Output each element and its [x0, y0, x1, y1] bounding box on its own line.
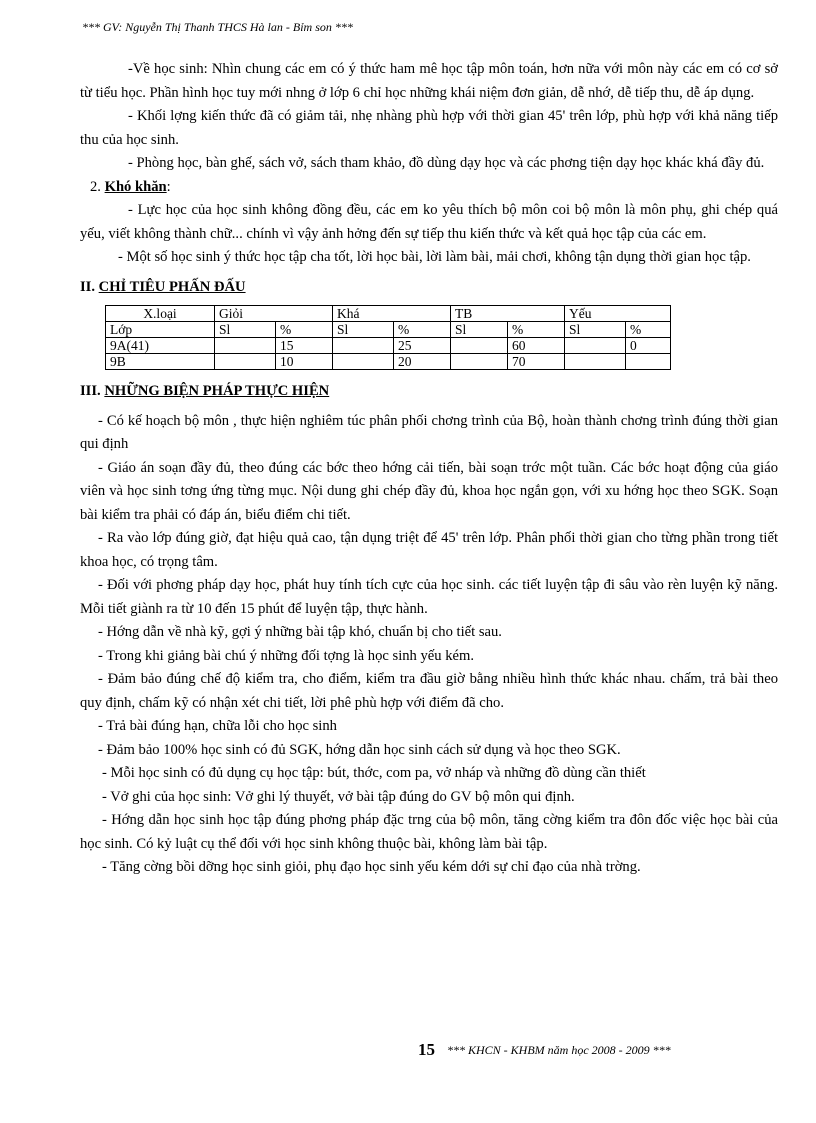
table-cell	[565, 338, 626, 354]
measure-item: - Trả bài đúng hạn, chữa lỗi cho học sinh	[98, 718, 337, 734]
page-number: 15	[418, 1040, 435, 1059]
section-3-heading	[80, 380, 778, 404]
intro-paragraph-1: -Về học sinh: Nhìn chung các em có ý thức ham mê học tập môn toán, hơn nữa với môn này các em có cơ sở từ tiểu học. Phần hình học tuy mới nhng ở lớp 6 chỉ học những khái niệm đơn giản, dễ nhớ, dễ tiếp thu, dễ áp dụng.	[80, 61, 778, 101]
table-cell: 60	[508, 338, 565, 354]
measure-item: - Trong khi giảng bài chú ý những đối tợng là học sinh yếu kém.	[98, 647, 474, 664]
measure-item: - Đảm bảo đúng chế độ kiểm tra, cho điểm, kiểm tra đầu giờ bằng nhiều hình thức khác nhau. chấm, trả bài theo quy định, chấm kỹ có nhận xét chi tiết, lời phê phù hợp với điểm đã cho.	[80, 671, 778, 711]
table-subheader-cell: %	[626, 322, 671, 338]
table-subheader-cell: Sl	[565, 322, 626, 338]
intro-paragraph-2: - Khối lợng kiến thức đã có giảm tải, nhẹ nhàng phù hợp với thời gian 45' trên lớp, phù hợp với khả năng tiếp thu của học sinh.	[80, 108, 778, 148]
page-header: *** GV: Nguyễn Thị Thanh THCS Hà lan - Bỉm son ***	[82, 20, 353, 34]
page-footer	[418, 1040, 671, 1060]
measure-item: - Mỗi học sinh có đủ dụng cụ học tập: bút, thớc, com pa, vở nháp và những đồ dùng cần thiết	[102, 765, 646, 781]
section-2-heading	[80, 276, 778, 300]
table-cell: 10	[276, 354, 333, 370]
measure-item: - Hớng dẫn về nhà kỹ, gợi ý những bài tập khó, chuẩn bị cho tiết sau.	[98, 624, 502, 640]
section-2-number: II.	[80, 278, 99, 295]
table-subheader-cell: Sl	[333, 322, 394, 338]
measure-item: - Ra vào lớp đúng giờ, đạt hiệu quả cao, tận dụng triệt để 45' trên lớp. Phân phối thời gian cho từng phần trong tiết khoa học, có trọng tâm.	[80, 530, 778, 570]
table-group-gioi: Giỏi	[215, 306, 333, 322]
section-2-title: CHỈ TIÊU PHẤN ĐẤU	[98, 278, 246, 295]
page-content	[80, 58, 778, 880]
table-cell: 0	[626, 338, 671, 354]
measure-item: - Có kế hoạch bộ môn , thực hiện nghiêm túc phân phối chơng trình của Bộ, hoàn thành chơng trình đúng thời gian qui định	[80, 412, 778, 452]
table-cell: 15	[276, 338, 333, 354]
difficulty-number: 2.	[90, 178, 105, 195]
table-subheader-cell: %	[508, 322, 565, 338]
table-cell	[626, 354, 671, 370]
table-cell	[333, 354, 394, 370]
table-header-row	[106, 306, 671, 322]
table-cell	[215, 338, 276, 354]
table-group-kha: Khá	[333, 306, 451, 322]
difficulty-paragraph-1: - Lực học của học sinh không đồng đều, các em ko yêu thích bộ môn coi bộ môn là môn phụ, ghi chép quá yếu, viết không thành chữ... chính vì vậy ảnh hởng đến sự tiếp thu kiến thức và kết quả học tập của các em.	[80, 202, 778, 242]
table-subheader-cell: Sl	[215, 322, 276, 338]
table-cell: 70	[508, 354, 565, 370]
difficulty-label: Khó khăn	[104, 178, 167, 195]
table-row-label: 9B	[106, 354, 215, 370]
table-cell	[565, 354, 626, 370]
targets-table	[105, 305, 671, 370]
measure-item: - Giáo án soạn đầy đủ, theo đúng các bớc theo hớng cải tiến, bài soạn trớc một tuần. Các bớc hoạt động của giáo viên và học sinh tơng ứng từng mục. Nội dung ghi chép đầy đủ, khoa học ngắn gọn, với xu hớng học theo SGK. Soạn bài kiểm tra phải có đáp án, biểu điểm chi tiết.	[80, 459, 778, 523]
table-subheader-cell: %	[276, 322, 333, 338]
measure-item: - Đối với phơng pháp dạy học, phát huy tính tích cực của học sinh. các tiết luyện tập đi sâu vào rèn luyện kỹ năng. Mỗi tiết giành ra từ 10 đến 15 phút để luyện tập, thực hành.	[80, 577, 778, 617]
difficulty-heading	[90, 176, 778, 200]
table-cell	[215, 354, 276, 370]
table-subheader-cell: Sl	[451, 322, 508, 338]
measure-item: - Hớng dẫn học sinh học tập đúng phơng pháp đặc trng của bộ môn, tăng cờng kiểm tra đôn đốc việc học bài của học sinh. Có kỷ luật cụ thể đối với học sinh không thuộc bài, không làm bài tập.	[80, 812, 778, 852]
intro-paragraph-3: - Phòng học, bàn ghế, sách vở, sách tham khảo, đồ dùng dạy học và các phơng tiện dạy học khác khá đầy đủ.	[128, 155, 765, 171]
table-cell: 20	[394, 354, 451, 370]
table-row	[106, 338, 671, 354]
table-corner-bottom: Lớp	[106, 322, 215, 338]
table-cell: 25	[394, 338, 451, 354]
section-3-title: NHỮNG BIỆN PHÁP THỰC HIỆN	[104, 383, 330, 399]
table-cell	[333, 338, 394, 354]
measure-item: - Vở ghi của học sinh: Vở ghi lý thuyết, vở bài tập đúng do GV bộ môn qui định.	[102, 788, 575, 805]
section-3-number: III.	[80, 383, 105, 399]
difficulty-colon: :	[166, 178, 171, 195]
measure-item: - Đảm bảo 100% học sinh có đủ SGK, hớng dẫn học sinh cách sử dụng và học theo SGK.	[98, 741, 621, 758]
table-group-tb: TB	[451, 306, 565, 322]
table-group-yeu: Yếu	[565, 306, 671, 322]
difficulty-paragraph-2: - Một số học sinh ý thức học tập cha tốt, lời học bài, lời làm bài, mải chơi, không tận dụng thời gian học tập.	[118, 249, 751, 265]
table-row-label: 9A(41)	[106, 338, 215, 354]
measure-item: - Tăng cờng bồi dỡng học sinh giỏi, phụ đạo học sinh yếu kém dới sự chỉ đạo của nhà trờng.	[102, 859, 641, 875]
table-subheader-cell: %	[394, 322, 451, 338]
table-cell	[451, 338, 508, 354]
footer-text: *** KHCN - KHBM năm học 2008 - 2009 ***	[447, 1042, 671, 1057]
table-cell	[451, 354, 508, 370]
table-subheader-row	[106, 322, 671, 338]
table-corner-top: X.loại	[106, 306, 215, 322]
table-row	[106, 354, 671, 370]
